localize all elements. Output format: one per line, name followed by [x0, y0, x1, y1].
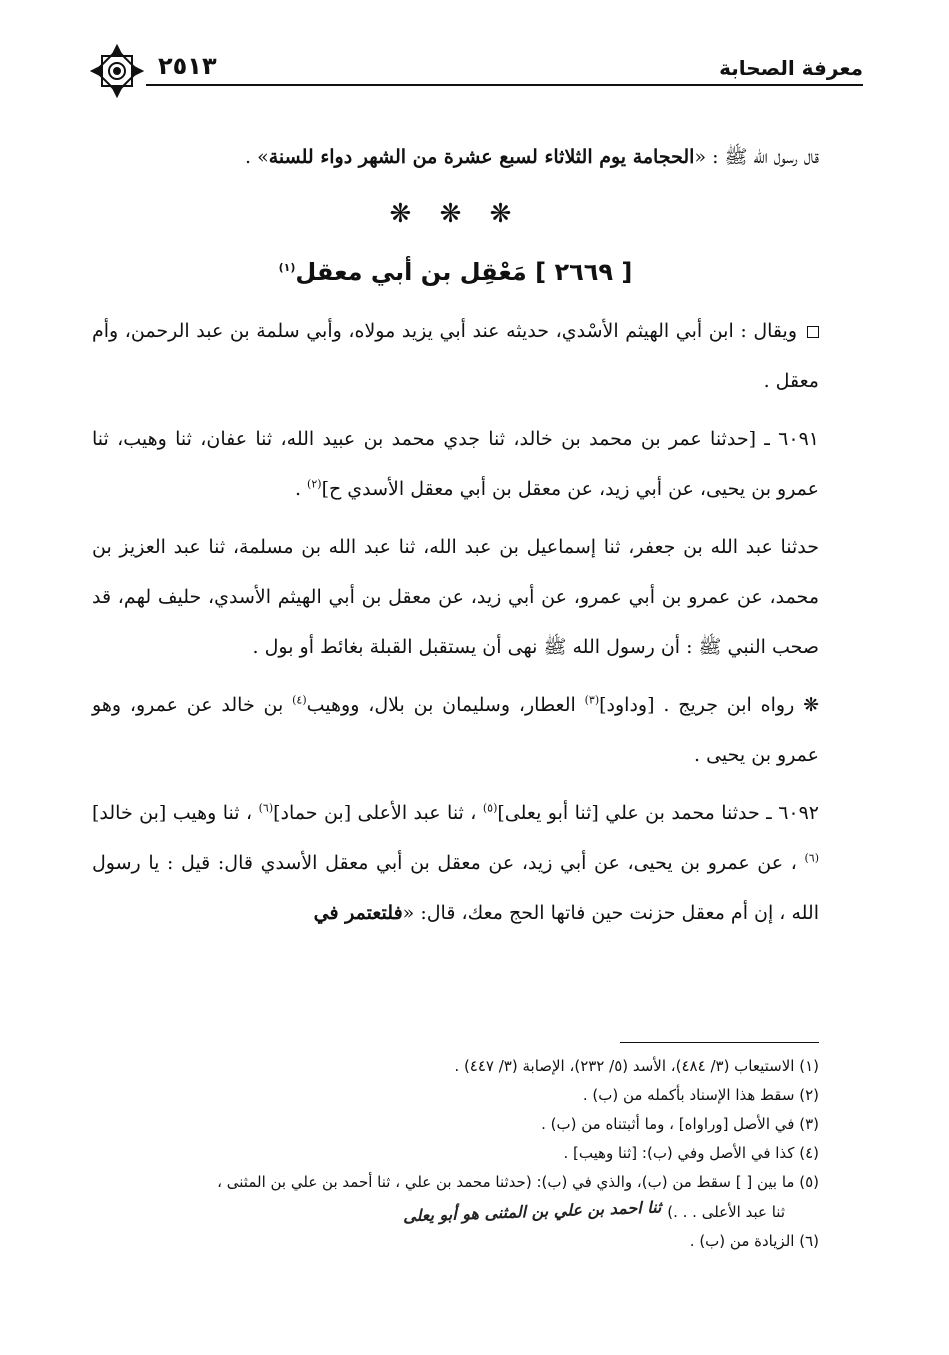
footnote-ref-6a: (٦) — [258, 801, 274, 815]
hadith-6091-text: حدثنا عبد الله بن جعفر، ثنا إسماعيل بن عبد الله، ثنا عبد الله بن مسلمة، ثنا عبد العزيز بن محمد، عن عمرو بن أبي عمرو، عن أبي زيد، عن معقل بن أبي الهيثم الأسدي، حليف لهم، قد صحب النبي ﷺ : أن رسول الله ﷺ نهى أن يستقبل القبلة بغائط أو بول . — [92, 536, 819, 658]
main-text — [92, 132, 819, 938]
footnote-3: (٣) في الأصل [وراواه] ، وما أثبتناه من (ب) . — [541, 1115, 819, 1133]
footnote-ref-3: (٣) — [584, 693, 600, 707]
footnote-ref-4: (٤) — [292, 693, 307, 707]
footnote-ref-5: (٥) — [482, 801, 498, 815]
footnote-ref-2: (٢) — [307, 477, 322, 491]
section-separator: ❋ ❋ ❋ — [389, 199, 522, 229]
header-rule — [146, 84, 863, 86]
footnote-5: (٥) ما بين [ ] سقط من (ب)، والذي في (ب): (حدثنا محمد بن علي ، ثنا أحمد بن علي بن المثنى ، — [217, 1173, 819, 1191]
footnote-6: (٦) الزيادة من (ب) . — [689, 1232, 819, 1250]
footnote-2: (٢) سقط هذا الإسناد بأكمله من (ب) . — [582, 1086, 819, 1104]
square-bullet-icon — [807, 326, 819, 338]
handwritten-note: ثنا احمد بن علي بن المثنى هو أبو يعلى — [402, 1197, 662, 1226]
page-number: ٢٥١٣ — [158, 52, 217, 80]
hadith-6092-quote: فلتعتمر في — [313, 902, 403, 924]
intro-quote: الحجامة يوم الثلاثاء لسبع عشرة من الشهر دواء للسنة — [268, 146, 695, 168]
alias-paragraph: ويقال : ابن أبي الهيثم الأسْدي، حديثه عند أبي يزيد مولاه، وأبي سلمة بن عبد الرحمن، وأم معقل . — [92, 320, 819, 392]
riwaya-paragraph: ❋ رواه ابن جريج . [وداود]$^{(٣)}$ العطار، وسليمان بن بلال، ووهيب$^{(٤)}$ بن خالد عن عمرو، وهو عمرو بن يحيى . — [92, 693, 819, 766]
entry-title-footnote-ref: (١) — [278, 261, 296, 274]
footnote-4: (٤) كذا في الأصل وفي (ب): [ثنا وهيب] . — [563, 1144, 819, 1162]
page-header — [92, 52, 863, 86]
footnote-rule — [620, 1042, 819, 1043]
entry-title: [ ٢٦٦٩ ] مَعْقِل بن أبي معقل$^{(١)}$ — [278, 258, 633, 286]
hadith-6092: ٦٠٩٢ ـ حدثنا محمد بن علي [ثنا أبو يعلى]$^{(٥)}$ ، ثنا عبد الأعلى [بن حماد]$^{(٦)}$ ، ثنا وهيب [بن خالد]$^{(٦)}$ ، عن عمرو بن يحيى، عن أبي زيد، عن معقل بن أبي معقل الأسدي قال: قيل : يا رسول الله ، إن أم معقل حزنت حين فاتها الحج معك، قال: «فلتعتمر في — [92, 801, 820, 924]
book-title: معرفة الصحابة — [719, 56, 863, 80]
footnote-ref-6b: (٦) — [804, 851, 819, 865]
intro-paragraph: قال رسول الله ﷺ : «الحجامة يوم الثلاثاء لسبع عشرة من الشهر دواء للسنة» . — [245, 146, 819, 168]
star-ornament-icon — [90, 44, 144, 98]
hadith-6091-isnad: ٦٠٩١ ـ [حدثنا عمر بن محمد بن خالد، ثنا جدي محمد بن عبيد الله، ثنا عفان، ثنا وهيب، ثنا عمرو بن يحيى، عن أبي زيد، عن معقل بن أبي معقل الأسدي ح]$^{(٢)}$ . — [92, 428, 819, 500]
footnote-1: (١) الاستيعاب (٣/ ٤٨٤)، الأسد (٥/ ٢٣٢)، الإصابة (٣/ ٤٤٧) . — [454, 1057, 819, 1075]
footnote-5-continued: ثنا عبد الأعلى . . .)ثنا احمد بن علي بن المثنى هو أبو يعلى — [92, 1197, 819, 1227]
footnotes — [92, 1052, 819, 1256]
